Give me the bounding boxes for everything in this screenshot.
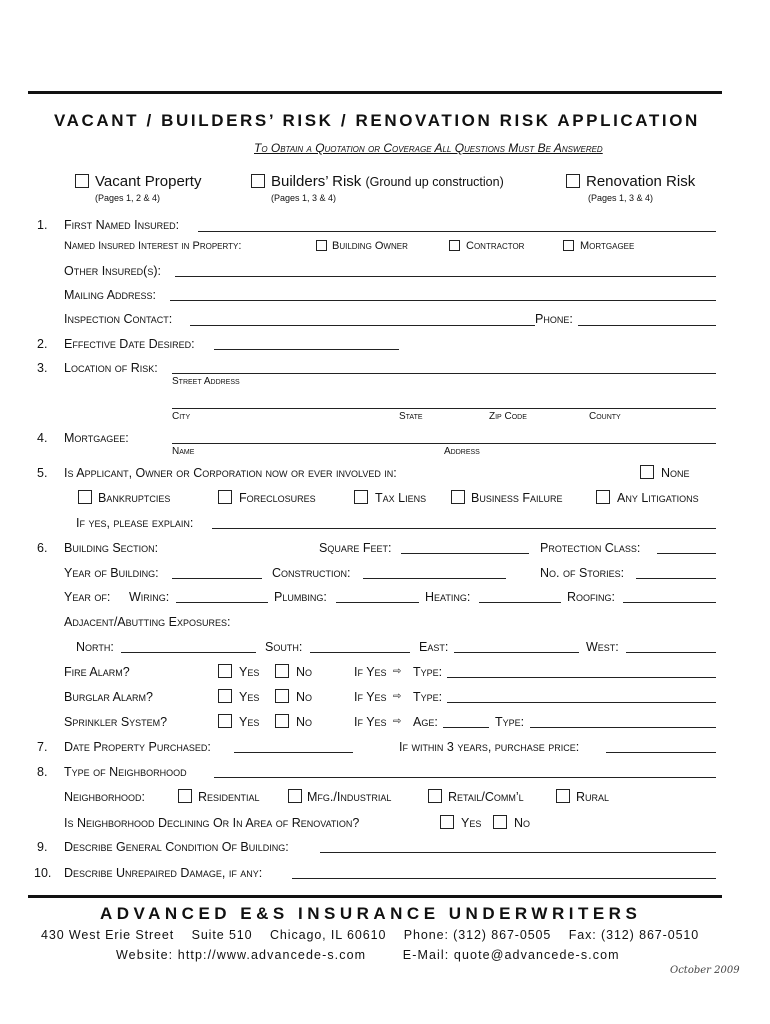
city-state-zip-field[interactable] [172,408,716,409]
purchase-price-label: If within 3 years, purchase price: [399,740,580,754]
street-address-caption: Street Address [172,376,240,387]
q8-number: 8. [37,765,48,779]
fire-alarm-yes-label: Yes [239,665,260,679]
burglar-alarm-no-checkbox[interactable] [275,689,289,703]
sprinkler-type-label: Type: [495,715,525,729]
tax-liens-label: Tax Liens [375,491,427,505]
rural-checkbox[interactable] [556,789,570,803]
effective-date-field[interactable] [214,349,399,350]
purchase-price-field[interactable] [606,752,716,753]
state-caption: State [399,411,423,422]
south-field[interactable] [310,652,410,653]
burglar-alarm-yes-label: Yes [239,690,260,704]
inspection-contact-label: Inspection Contact: [64,312,173,326]
date-purchased-field[interactable] [234,752,353,753]
north-field[interactable] [121,652,256,653]
phone-label: Phone: [535,312,573,326]
other-insureds-label: Other Insured(s): [64,264,161,278]
company-name: ADVANCED E&S INSURANCE UNDERWRITERS [100,904,642,923]
burglar-alarm-type-label: Type: [413,690,443,704]
square-feet-field[interactable] [401,553,529,554]
general-condition-field[interactable] [320,852,716,853]
q7-number: 7. [37,740,48,754]
building-section-label: Building Section: [64,541,159,555]
vacant-property-checkbox[interactable] [75,174,89,188]
tax-liens-checkbox[interactable] [354,490,368,504]
q10-number: 10. [34,866,52,880]
q1-number: 1. [37,218,48,232]
explain-field[interactable] [212,528,716,529]
sprinkler-type-field[interactable] [530,727,716,728]
burglar-alarm-yes-checkbox[interactable] [218,689,232,703]
mortgagee-label: Mortgagee: [64,431,129,445]
retail-label: Retail/Comm’l [448,790,524,804]
first-named-insured-field[interactable] [198,231,716,232]
burglar-alarm-no-label: No [296,690,313,704]
q3-number: 3. [37,361,48,375]
company-web-email: Website: http://www.advancede-s.com E-Mail: quote@advancede-s.com [116,948,620,962]
sprinkler-yes-label: Yes [239,715,260,729]
residential-label: Residential [198,790,260,804]
business-failure-checkbox[interactable] [451,490,465,504]
business-failure-label: Business Failure [471,491,563,505]
inspection-contact-field[interactable] [190,325,535,326]
effective-date-label: Effective Date Desired: [64,337,195,351]
type-of-neighborhood-field[interactable] [214,777,716,778]
mailing-address-field[interactable] [170,300,716,301]
fire-alarm-no-checkbox[interactable] [275,664,289,678]
construction-label: Construction: [272,566,351,580]
building-owner-label: Building Owner [332,240,408,252]
foreclosures-label: Foreclosures [239,491,316,505]
company-address: 430 West Erie Street Suite 510 Chicago, IL 60610 Phone: (312) 867-0505 Fax: (312) 867-0510 [41,928,700,942]
named-insured-interest-label: Named Insured Interest in Property: [64,240,242,252]
plumbing-field[interactable] [336,602,419,603]
street-address-field[interactable] [172,373,716,374]
builders-risk-label: Builders’ Risk (Ground up construction) [271,173,504,190]
plumbing-label: Plumbing: [274,590,327,604]
right-arrow-icon: ⇨ [393,666,402,677]
east-label: East: [419,640,449,654]
protection-class-field[interactable] [657,553,716,554]
form-title: VACANT / BUILDERS’ RISK / RENOVATION RISK APPLICATION [54,111,700,130]
sprinkler-yes-checkbox[interactable] [218,714,232,728]
revision-date: October 2009 [670,965,740,976]
q4-number: 4. [37,431,48,445]
burglar-alarm-if-yes-label: If Yes [354,690,387,704]
wiring-field[interactable] [176,602,268,603]
residential-checkbox[interactable] [178,789,192,803]
renovation-risk-label: Renovation Risk [586,173,696,190]
no-of-stories-label: No. of Stories: [540,566,625,580]
north-label: North: [76,640,114,654]
fire-alarm-yes-checkbox[interactable] [218,664,232,678]
q6-number: 6. [37,541,48,555]
bottom-rule [28,895,722,898]
south-label: South: [265,640,303,654]
year-of-building-field[interactable] [172,578,262,579]
no-of-stories-field[interactable] [636,578,716,579]
neighborhood-declining-question: Is Neighborhood Declining Or In Area of Renovation? [64,816,360,830]
unrepaired-damage-field[interactable] [292,878,716,879]
involvement-question: Is Applicant, Owner or Corporation now or ever involved in: [64,466,397,480]
roofing-field[interactable] [623,602,716,603]
declining-no-label: No [514,816,531,830]
industrial-label: Mfg./Industrial [307,790,392,804]
sprinkler-no-label: No [296,715,313,729]
none-checkbox[interactable] [640,465,654,479]
sprinkler-no-checkbox[interactable] [275,714,289,728]
mortgagee-field[interactable] [172,443,716,444]
year-of-building-label: Year of Building: [64,566,159,580]
builders-risk-pages: (Pages 1, 3 & 4) [271,193,337,203]
phone-field[interactable] [578,325,716,326]
sprinkler-system-label: Sprinkler System? [64,715,168,729]
mortgagee-option-label: Mortgagee [580,240,635,252]
first-named-insured-label: First Named Insured: [64,218,180,232]
contractor-checkbox[interactable] [449,240,460,251]
mailing-address-label: Mailing Address: [64,288,157,302]
fire-alarm-type-field[interactable] [447,677,716,678]
county-caption: County [589,411,621,422]
renovation-risk-pages: (Pages 1, 3 & 4) [588,193,654,203]
contractor-label: Contractor [466,240,525,252]
fire-alarm-if-yes-label: If Yes [354,665,387,679]
mortgagee-address-caption: Address [444,446,480,457]
neighborhood-label: Neighborhood: [64,790,146,804]
vacant-property-label: Vacant Property [95,173,202,190]
vacant-property-pages: (Pages 1, 2 & 4) [95,193,161,203]
protection-class-label: Protection Class: [540,541,641,555]
date-purchased-label: Date Property Purchased: [64,740,211,754]
wiring-label: Wiring: [129,590,170,604]
heating-field[interactable] [479,602,561,603]
burglar-alarm-label: Burglar Alarm? [64,690,153,704]
rural-label: Rural [576,790,610,804]
declining-yes-checkbox[interactable] [440,815,454,829]
industrial-checkbox[interactable] [288,789,302,803]
square-feet-label: Square Feet: [319,541,392,555]
sprinkler-if-yes-label: If Yes [354,715,387,729]
q2-number: 2. [37,337,48,351]
east-field[interactable] [454,652,579,653]
none-label: None [661,466,690,480]
bankruptcies-label: Bankruptcies [98,491,171,505]
q9-number: 9. [37,840,48,854]
builders-risk-checkbox[interactable] [251,174,265,188]
mortgagee-name-caption: Name [172,446,195,457]
zip-code-caption: Zip Code [489,411,527,422]
retail-checkbox[interactable] [428,789,442,803]
city-caption: City [172,411,191,422]
fire-alarm-no-label: No [296,665,313,679]
construction-field[interactable] [363,578,506,579]
declining-yes-label: Yes [461,816,482,830]
mortgagee-checkbox[interactable] [563,240,574,251]
roofing-label: Roofing: [567,590,615,604]
top-rule [28,91,722,94]
fire-alarm-label: Fire Alarm? [64,665,130,679]
year-of-label: Year of: [64,590,111,604]
any-litigations-checkbox[interactable] [596,490,610,504]
renovation-risk-checkbox[interactable] [566,174,580,188]
general-condition-label: Describe General Condition Of Building: [64,840,289,854]
location-of-risk-label: Location of Risk: [64,361,158,375]
any-litigations-label: Any Litigations [617,491,699,505]
heating-label: Heating: [425,590,471,604]
sprinkler-age-field[interactable] [443,727,489,728]
west-label: West: [586,640,619,654]
form-subtitle: To Obtain a Quotation or Coverage All Questions Must Be Answered [254,141,603,155]
other-insureds-field[interactable] [175,276,716,277]
sprinkler-age-label: Age: [413,715,438,729]
fire-alarm-type-label: Type: [413,665,443,679]
right-arrow-icon: ⇨ [393,691,402,702]
builders-risk-note: (Ground up construction) [365,175,504,189]
adjacent-exposures-label: Adjacent/Abutting Exposures: [64,615,231,629]
building-owner-checkbox[interactable] [316,240,327,251]
type-of-neighborhood-label: Type of Neighborhood [64,765,187,779]
foreclosures-checkbox[interactable] [218,490,232,504]
q5-number: 5. [37,466,48,480]
west-field[interactable] [626,652,716,653]
right-arrow-icon: ⇨ [393,716,402,727]
declining-no-checkbox[interactable] [493,815,507,829]
burglar-alarm-type-field[interactable] [447,702,716,703]
explain-label: If yes, please explain: [76,516,194,530]
bankruptcies-checkbox[interactable] [78,490,92,504]
unrepaired-damage-label: Describe Unrepaired Damage, if any: [64,866,263,880]
